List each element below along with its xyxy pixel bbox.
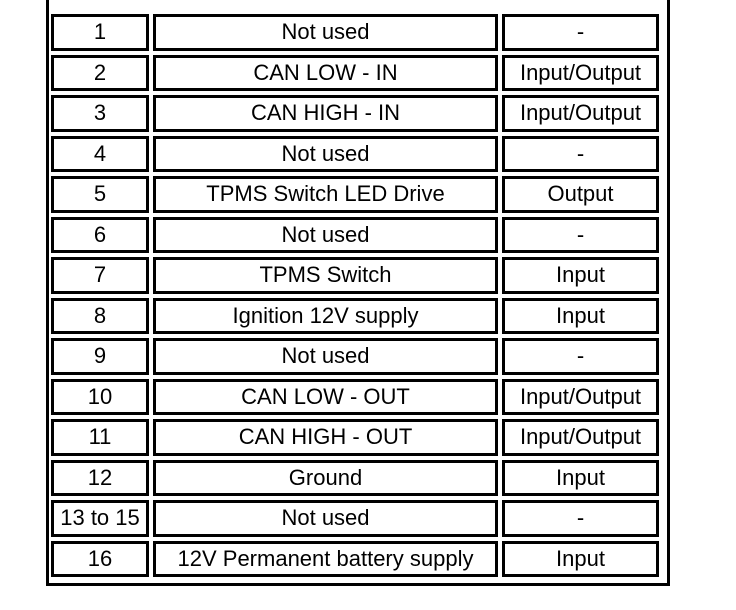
table-row — [51, 541, 659, 578]
pin-number-cell: 12 — [51, 460, 149, 497]
pin-direction-cell: Input — [502, 298, 659, 335]
pin-number-cell: 8 — [51, 298, 149, 335]
pin-function-cell: CAN LOW - OUT — [153, 379, 498, 416]
pin-number-cell: 2 — [51, 55, 149, 92]
pin-direction-cell: - — [502, 500, 659, 537]
table-row — [51, 14, 659, 51]
table-row — [51, 500, 659, 537]
pin-function-cell: Not used — [153, 500, 498, 537]
pin-function-cell: CAN LOW - IN — [153, 55, 498, 92]
pin-function-cell: Not used — [153, 14, 498, 51]
pin-direction-cell: Output — [502, 176, 659, 213]
pin-direction-cell: Input/Output — [502, 379, 659, 416]
pin-direction-cell: - — [502, 14, 659, 51]
pin-function-cell: CAN HIGH - IN — [153, 95, 498, 132]
pin-function-cell: Not used — [153, 217, 498, 254]
pin-number-cell: 7 — [51, 257, 149, 294]
pin-number-cell: 16 — [51, 541, 149, 578]
pin-function-cell: TPMS Switch — [153, 257, 498, 294]
table-row — [51, 338, 659, 375]
pin-function-cell: 12V Permanent battery supply — [153, 541, 498, 578]
pin-number-cell: 5 — [51, 176, 149, 213]
table-row — [51, 379, 659, 416]
pin-direction-cell: Input — [502, 541, 659, 578]
pin-direction-cell: - — [502, 136, 659, 173]
pin-function-cell: TPMS Switch LED Drive — [153, 176, 498, 213]
pin-direction-cell: Input/Output — [502, 419, 659, 456]
pin-direction-cell: - — [502, 338, 659, 375]
pin-direction-cell: - — [502, 217, 659, 254]
pin-direction-cell: Input — [502, 460, 659, 497]
table-row — [51, 298, 659, 335]
pin-number-cell: 1 — [51, 14, 149, 51]
pin-number-cell: 13 to 15 — [51, 500, 149, 537]
table-row — [51, 176, 659, 213]
pin-direction-cell: Input/Output — [502, 95, 659, 132]
table-row — [51, 217, 659, 254]
connector-pinout-table — [47, 10, 663, 581]
pin-number-cell: 3 — [51, 95, 149, 132]
pin-function-cell: Ignition 12V supply — [153, 298, 498, 335]
table-row — [51, 460, 659, 497]
pin-number-cell: 11 — [51, 419, 149, 456]
pin-direction-cell: Input — [502, 257, 659, 294]
pin-number-cell: 4 — [51, 136, 149, 173]
pin-function-cell: CAN HIGH - OUT — [153, 419, 498, 456]
table-row — [51, 257, 659, 294]
table-row — [51, 136, 659, 173]
pin-function-cell: Not used — [153, 338, 498, 375]
pin-function-cell: Ground — [153, 460, 498, 497]
pin-direction-cell: Input/Output — [502, 55, 659, 92]
pin-function-cell: Not used — [153, 136, 498, 173]
table-row — [51, 419, 659, 456]
table-row — [51, 55, 659, 92]
pin-number-cell: 6 — [51, 217, 149, 254]
pin-number-cell: 9 — [51, 338, 149, 375]
pin-number-cell: 10 — [51, 379, 149, 416]
table-row — [51, 95, 659, 132]
